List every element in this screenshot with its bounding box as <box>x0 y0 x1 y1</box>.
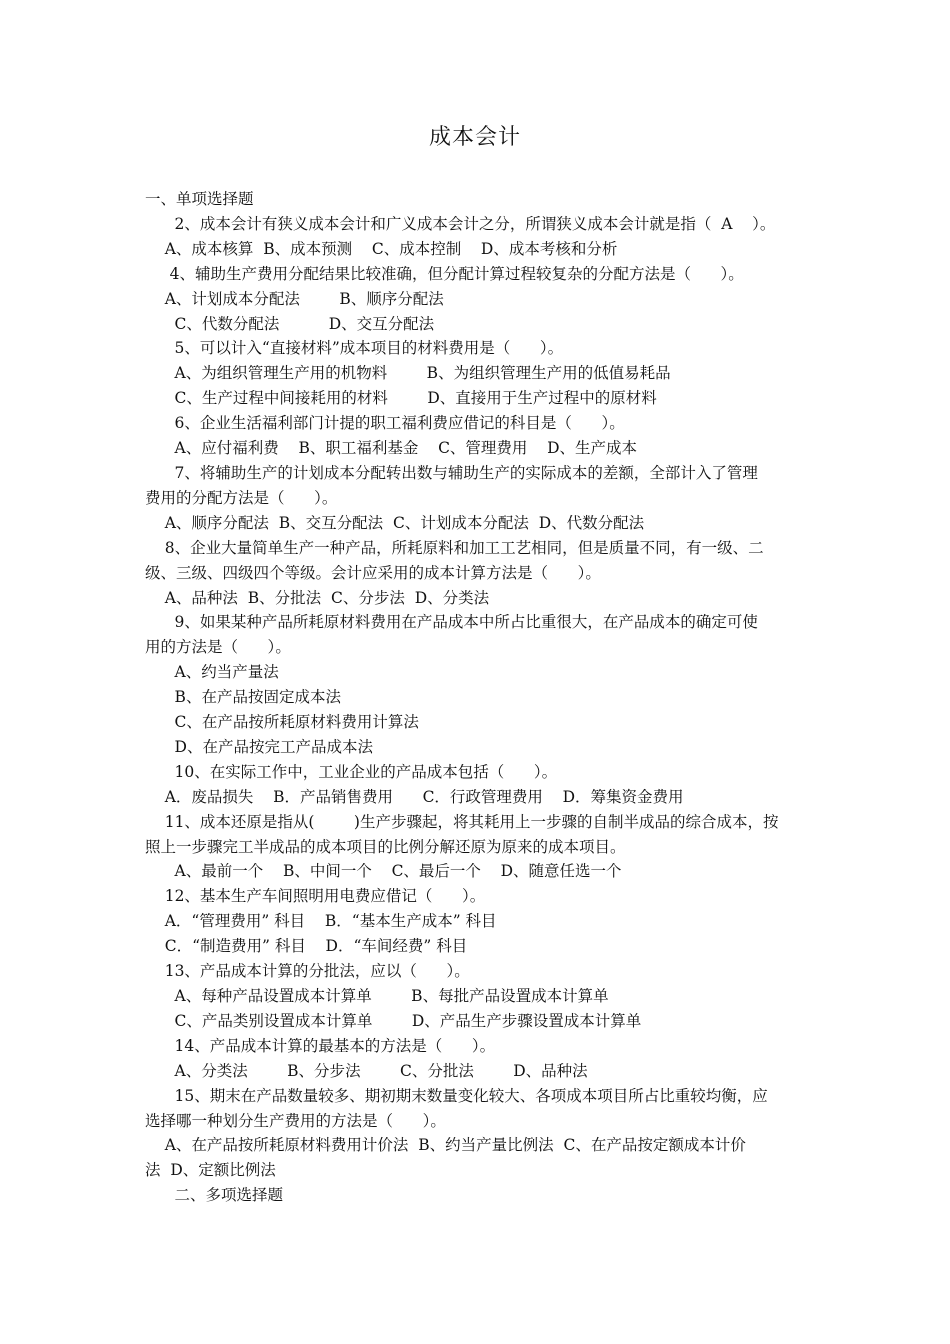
question-2-options: A、成本核算 B、成本预测 C、成本控制 D、成本考核和分析 <box>145 239 618 258</box>
question-9-cont: 用的方法是（ ）。 <box>145 638 291 657</box>
section-heading-multiple-choice: 二、多项选择题 <box>145 1186 284 1205</box>
question-9: 9、如果某种产品所耗原材料费用在产品成本中所占比重很大，在产品成本的确定可使 <box>145 613 758 632</box>
question-13: 13、产品成本计算的分批法，应以（ ）。 <box>145 962 470 981</box>
question-11-cont: 照上一步骤完工半成品的成本项目的比例分解还原为原来的成本项目。 <box>145 837 626 856</box>
question-9-option-b: B、在产品按固定成本法 <box>145 688 341 707</box>
document-title: 成本会计 <box>428 125 521 150</box>
question-15-options: A、在产品按所耗原材料费用计价法 B、约当产量比例法 C、在产品按定额成本计价 <box>145 1136 746 1155</box>
question-2: 2、成本会计有狭义成本会计和广义成本会计之分，所谓狭义成本会计就是指（ A ）。 <box>145 214 776 233</box>
question-7-options: A、顺序分配法 B、交互分配法 C、计划成本分配法 D、代数分配法 <box>145 513 645 532</box>
question-8: 8、企业大量简单生产一种产品，所耗原料和加工工艺相同，但是质量不同，有一级、二 <box>145 538 764 557</box>
question-9-option-a: A、约当产量法 <box>145 663 279 682</box>
question-5-options-ab: A、为组织管理生产用的机物料 B、为组织管理生产用的低值易耗品 <box>145 364 671 383</box>
question-12-options-ab: A．“管理费用” 科目 B．“基本生产成本” 科目 <box>145 912 497 931</box>
question-5: 5、可以计入“直接材料”成本项目的材料费用是（ ）。 <box>145 339 564 358</box>
question-6: 6、企业生活福利部门计提的职工福利费应借记的科目是（ ）。 <box>145 414 625 433</box>
question-8-options: A、品种法 B、分批法 C、分步法 D、分类法 <box>145 588 490 607</box>
question-12-options-cd: C．“制造费用” 科目 D．“车间经费” 科目 <box>145 937 468 956</box>
question-15: 15、期末在产品数量较多、期初期末数量变化较大、各项成本项目所占比重较均衡，应 <box>145 1086 768 1105</box>
question-6-options: A、应付福利费 B、职工福利基金 C、管理费用 D、生产成本 <box>145 439 638 458</box>
question-9-option-c: C、在产品按所耗原材料费用计算法 <box>145 713 419 732</box>
question-15-options-cont: 法 D、定额比例法 <box>145 1161 276 1180</box>
question-list <box>145 187 815 1208</box>
question-4-options-cd: C、代数分配法 D、交互分配法 <box>145 314 435 333</box>
question-11-options: A、最前一个 B、中间一个 C、最后一个 D、随意任选一个 <box>145 862 622 881</box>
question-8-cont: 级、三级、四级四个等级。会计应采用的成本计算方法是（ ）。 <box>145 563 601 582</box>
question-14-options: A、分类法 B、分步法 C、分批法 D、品种法 <box>145 1061 588 1080</box>
question-10-options: A．废品损失 B．产品销售费用 C．行政管理费用 D．筹集资金费用 <box>145 787 684 806</box>
question-15-cont: 选择哪一种划分生产费用的方法是（ ）。 <box>145 1111 446 1130</box>
section-heading-single-choice: 一、单项选择题 <box>145 190 254 208</box>
question-13-options-cd: C、产品类别设置成本计算单 D、产品生产步骤设置成本计算单 <box>145 1011 642 1030</box>
question-5-options-cd: C、生产过程中间接耗用的材料 D、直接用于生产过程中的原材料 <box>145 389 657 408</box>
question-7-cont: 费用的分配方法是（ ）。 <box>145 488 338 507</box>
question-7: 7、将辅助生产的计划成本分配转出数与辅助生产的实际成本的差额，全部计入了管理 <box>145 463 758 482</box>
question-4-options-ab: A、计划成本分配法 B、顺序分配法 <box>145 289 444 308</box>
question-9-option-d: D、在产品按完工产品成本法 <box>145 737 373 756</box>
question-4: 4、辅助生产费用分配结果比较准确，但分配计算过程较复杂的分配方法是（ ）。 <box>145 264 744 283</box>
question-14: 14、产品成本计算的最基本的方法是（ ）。 <box>145 1036 496 1055</box>
question-13-options-ab: A、每种产品设置成本计算单 B、每批产品设置成本计算单 <box>145 987 609 1005</box>
question-11: 11、成本还原是指从( )生产步骤起，将其耗用上一步骤的自制半成品的综合成本，按 <box>145 812 779 831</box>
question-12: 12、基本生产车间照明用电费应借记（ ）。 <box>145 887 486 906</box>
question-10: 10、在实际工作中，工业企业的产品成本包括（ ）。 <box>145 762 558 781</box>
